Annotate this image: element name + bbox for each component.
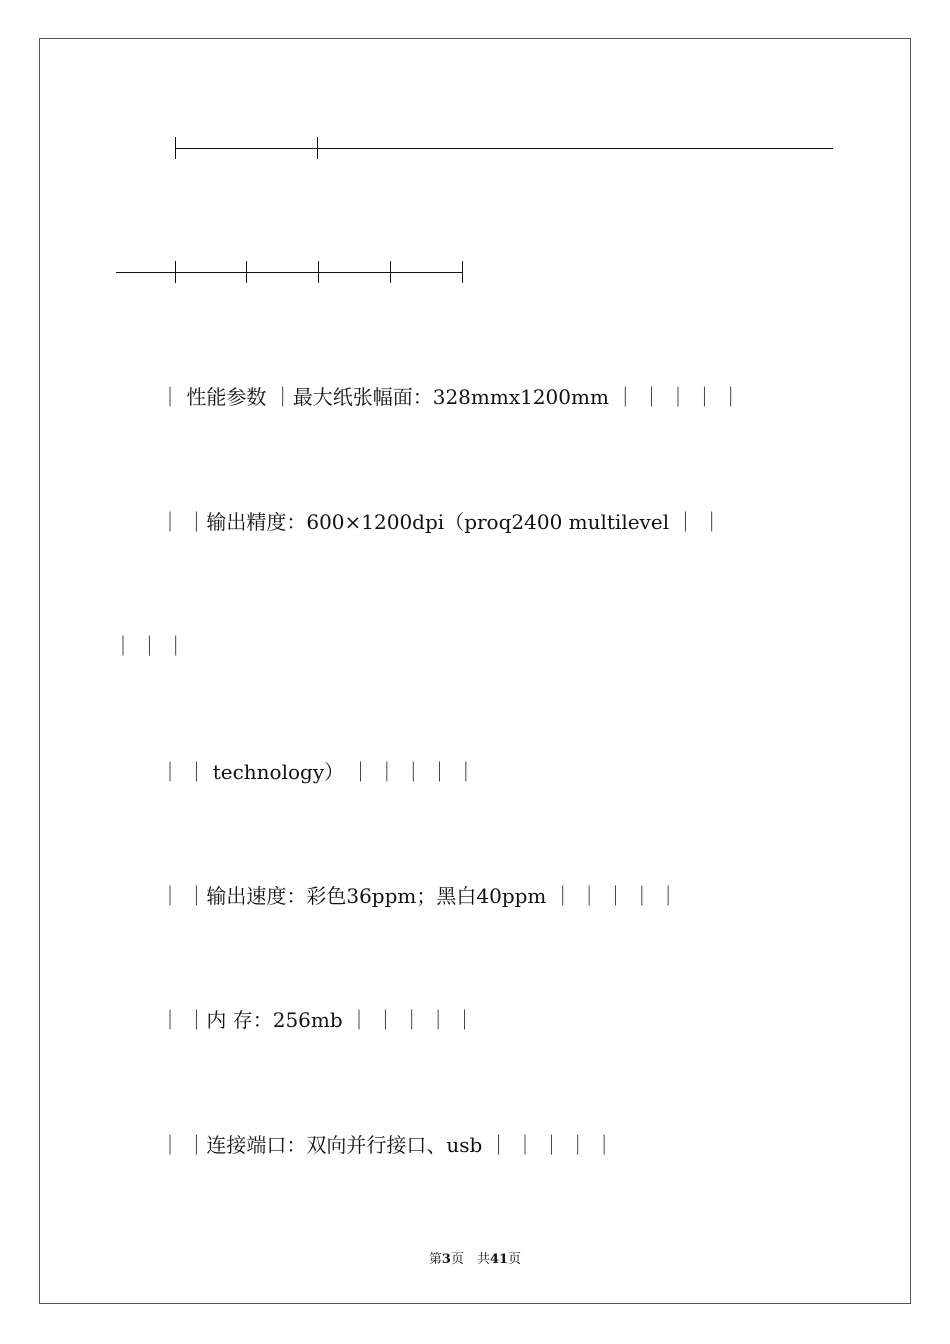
table-tick bbox=[462, 261, 463, 283]
text-line-precision: ｜ ｜输出精度：600×1200dpi（proq2400 multilevel ｜ ｜ bbox=[160, 510, 722, 534]
text-line-performance: ｜ 性能参数 ｜最大纸张幅面：328mmx1200mm ｜ ｜ ｜ ｜ ｜ bbox=[160, 385, 741, 409]
text-line-memory: ｜ ｜内 存：256mb ｜ ｜ ｜ ｜ ｜ bbox=[160, 1008, 475, 1032]
text-line-ports: ｜ ｜连接端口：双向并行接口、usb ｜ ｜ ｜ ｜ ｜ bbox=[160, 1133, 615, 1157]
table-tick bbox=[175, 261, 176, 283]
table-tick bbox=[246, 261, 247, 283]
footer-mid: 页 共 bbox=[450, 1252, 490, 1267]
table-tick bbox=[390, 261, 391, 283]
footer-prefix: 第 bbox=[428, 1252, 442, 1267]
table-tick bbox=[175, 137, 176, 159]
table-rule-short bbox=[116, 272, 463, 273]
text-line-technology: ｜ ｜ technology） ｜ ｜ ｜ ｜ ｜ bbox=[160, 760, 476, 784]
table-rule-top bbox=[175, 148, 833, 149]
table-tick bbox=[318, 261, 319, 283]
footer-page-number: 3 bbox=[441, 1252, 451, 1267]
document-page bbox=[39, 38, 911, 1304]
footer-suffix: 页 bbox=[508, 1252, 522, 1267]
text-line-bars: ｜ ｜ ｜ bbox=[113, 634, 186, 658]
text-line-speed: ｜ ｜输出速度：彩色36ppm；黑白40ppm ｜ ｜ ｜ ｜ ｜ bbox=[160, 884, 679, 908]
table-tick bbox=[317, 137, 318, 159]
page-footer bbox=[0, 1248, 950, 1267]
footer-total-pages: 41 bbox=[489, 1252, 509, 1267]
